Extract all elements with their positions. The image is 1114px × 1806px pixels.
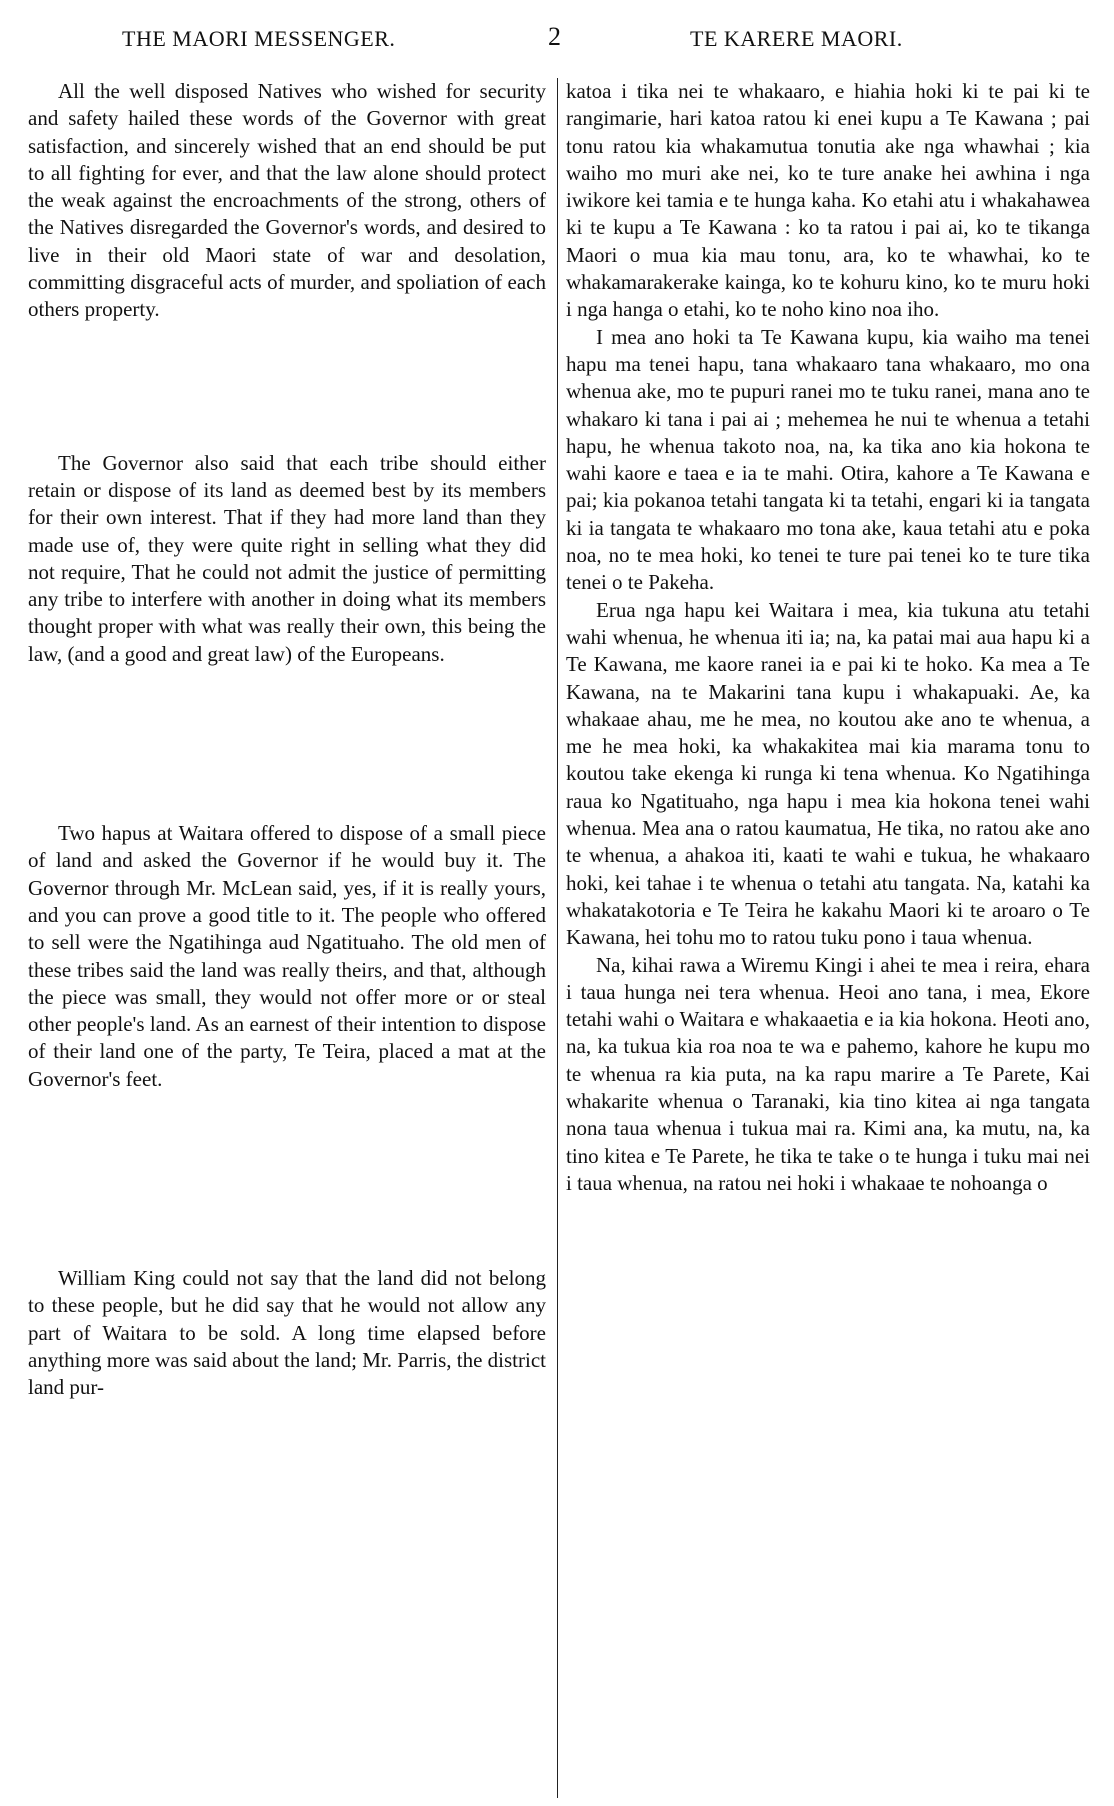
column-gap — [28, 668, 546, 820]
maori-paragraph-4: Na, kihai rawa a Wiremu Kingi i ahei te mea i reira, ehara i taua hunga nei tera whenua. Heoi ano tana, i mea, Ekore tetahi wahi o Waitara e whakaaetia e ia kia hokona. Heoti ano, na, ka tukua kia roa noa te wa e pahemo, kahore he kupu mo te whenua ra kia puta, na ka rapu marire a Te Parete, Kai whakarite whenua o Taranaki, kia tino kitea ai nga tangata nona taua whenua i tukua mai ra. Kimi ana, ka mutu, na, ka tino kitea e Te Parete, he tika te take o te hunga i tuku mai nei i taua whenua, na ratou nei hoki i whakaae te nohoanga o — [566, 952, 1090, 1195]
maori-masthead: TE KARERE MAORI. — [690, 26, 903, 51]
column-gap — [28, 324, 546, 450]
english-masthead: THE MAORI MESSENGER. — [122, 26, 396, 51]
maori-paragraph-2: I mea ano hoki ta Te Kawana kupu, kia waiho ma tenei hapu ma tenei hapu, tana whakaaro tana whakaaro, mo ona whenua ake, mo te pupuri ranei mo te tuku ranei, mana ano te whakaro ki tana i pai ai ; mehemea he nui te whenua a tetahi hapu, he whenua takoto noa, na, ka tika ano kia hokona te wahi kaore e taea e ia te mahi. Otira, kahore a Te Kawana e pai; kia pokanoa tetahi tangata ki ta tetahi, engari ki ia tangata ki ia tangata te whakaaro mo tona ake, kaua tetahi atu e poka noa, no te mea hoki, ko tenei te ture pai tenei ko te ture tika tenei o te Pakeha. — [566, 324, 1090, 595]
maori-paragraph-1: katoa i tika nei te whakaaro, e hiahia hoki ki te pai ki te rangimarie, hari katoa ratou ki enei kupu a Te Kawana ; pai tonu ratou kia whakamutua tonutia ake nga whawhai ; kia waiho mo muri ake nei, ko te ture anake hei awhina i nga iwikore kei tamia e te hunga kaha. Ko etahi atu i whakahawea ki te kupu a Te Kawana : ko ta ratou i pai ai, ko te tikanga Maori o mua kia mau tonu, ara, ko te whawhai, ko te whakamarakerake kainga, ko te kohuru kino, ko te muru hoki i nga hanga o etahi, ko te noho kino noa iho. — [566, 79, 1090, 322]
page-number: 2 — [548, 22, 562, 51]
maori-paragraph-3: Erua nga hapu kei Waitara i mea, kia tukuna atu tetahi wahi whenua, he whenua iti ia; na, ka patai mai aua hapu ki a Te Kawana, me kaore ranei ia e pai ki te hoko. Ka mea a Te Kawana, na te Makarini tana kupu i whakapuaki. Ae, ka whakaae ahau, me he mea, no koutou ake ano te whenua, a me he mea hoki, ka whakakitea mai kia marama tonu to koutou take ekenga ki runga ki tena whenua. Ko Ngatihinga raua ko Ngatituaho, nga hapu i mea kia hokona tenei wahi whenua. Mea ana o ratou kaumatua, He tika, no ratou ake ano te whenua, a ahakoa iti, kaati te wahi e tukua, he whakaaro hoki, kei tahae i te whenua o tetahi atu tangata. Na, katahi ka whakatakotoria e Te Teira he kakahu Maori ki te aroaro o Te Kawana, hei tohu mo to ratou tuku pono i taua whenua. — [566, 597, 1090, 950]
english-column — [28, 78, 546, 1402]
english-paragraph-3: Two hapus at Waitara offered to dispose of a small piece of land and asked the Governor if he would buy it. The Governor through Mr. McLean said, yes, if it is really yours, and you can prove a good title to it. The people who offered to sell were the Ngatihinga aud Ngatituaho. The old men of these tribes said the land was really theirs, and that, although the piece was small, they would not offer more or or steal other people's land. As an earnest of their intention to dispose of their land one of the party, Te Teira, placed a mat at the Governor's feet. — [28, 821, 546, 1091]
english-paragraph-4: William King could not say that the land did not belong to these people, but he did say that he would not allow any part of Waitara to be sold. A long time elapsed before anything more was said about the land; Mr. Parris, the district land pur- — [28, 1266, 546, 1400]
page-header — [0, 18, 1114, 58]
column-gap — [28, 1093, 546, 1265]
maori-column — [566, 78, 1090, 1197]
column-divider — [557, 78, 558, 1798]
english-paragraph-1: All the well disposed Natives who wished for security and safety hailed these words of the Governor with great satisfaction, and sincerely wished that an end should be put to all fighting for ever, and that the law alone should protect the weak against the encroachments of the strong, others of the Natives disregarded the Governor's words, and desired to live in their old Maori state of war and desolation, committing disgraceful acts of murder, and spoliation of each others property. — [28, 79, 546, 322]
english-paragraph-2: The Governor also said that each tribe should either retain or dispose of its land as deemed best by its members for their own interest. That if they had more land than they made use of, they were quite right in selling what they did not require, That he could not admit the justice of permitting any tribe to interfere with another in doing what its members thought proper with what was really their own, this being the law, (and a good and great law) of the Europeans. — [28, 450, 546, 666]
